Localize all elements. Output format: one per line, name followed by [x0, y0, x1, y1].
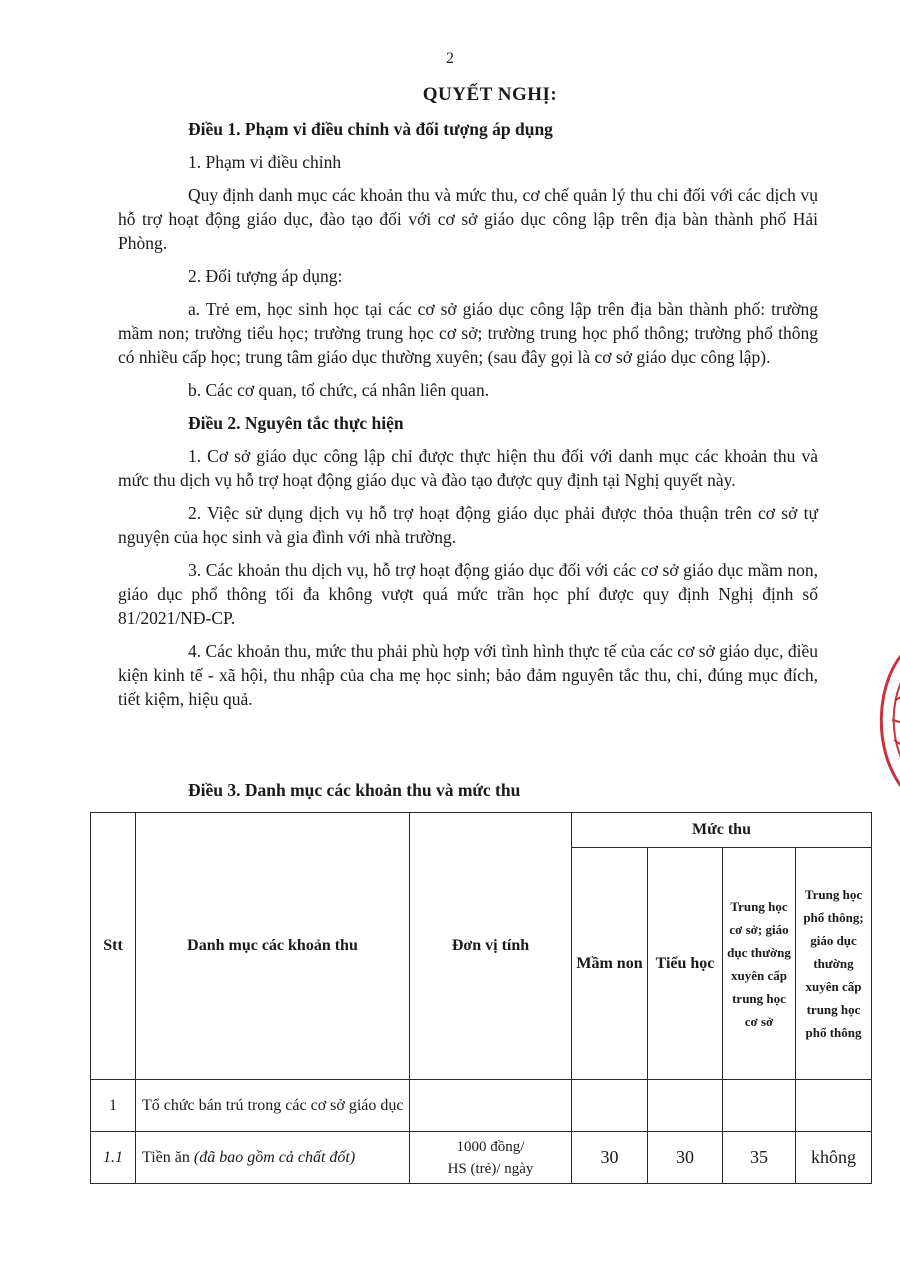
- row-preschool: [572, 1080, 648, 1132]
- article1-item2-a: a. Trẻ em, học sinh học tại các cơ sở giáo dục công lập trên địa bàn thành phố: trường mầm non; trường tiểu học; trường trung học cơ sở; trường trung học phổ thông; trường phổ thông có nhiều cấp học; trung tâm giáo dục thường xuyên; (sau đây gọi là cơ sở giáo dục công lập).: [118, 299, 818, 367]
- page-number: 2: [446, 50, 454, 67]
- row-stt: 1: [91, 1080, 136, 1132]
- table-row: [91, 1080, 872, 1132]
- article1-heading: Điều 1. Phạm vi điều chỉnh và đối tượng áp dụng: [188, 119, 553, 139]
- row-unit: [410, 1080, 572, 1132]
- row-lower-secondary: 35: [723, 1132, 796, 1184]
- header-preschool: Mầm non: [572, 848, 648, 1080]
- document-body: [118, 117, 818, 720]
- red-seal-stamp-icon: [866, 640, 900, 800]
- header-rate: Mức thu: [572, 813, 872, 848]
- row-unit: [410, 1132, 572, 1184]
- article2-item-4: 4. Các khoản thu, mức thu phải phù hợp với tình hình thực tế của các cơ sở giáo dục, điều kiện kinh tế - xã hội, thu nhập của cha mẹ học sinh; bảo đảm nguyên tắc thu, chi, đúng mục đích, tiết kiệm, hiệu quả.: [118, 641, 818, 709]
- article2-item-2: 2. Việc sử dụng dịch vụ hỗ trợ hoạt động giáo dục phải được thỏa thuận trên cơ sở tự nguyện của học sinh và gia đình với nhà trường.: [118, 503, 818, 547]
- row-unit-line2: HS (trẻ)/ ngày: [447, 1160, 534, 1177]
- article1-item2-label: 2. Đối tượng áp dụng:: [188, 266, 343, 286]
- row-stt: 1.1: [91, 1132, 136, 1184]
- header-item: Danh mục các khoản thu: [136, 813, 410, 1080]
- article3-heading: Điều 3. Danh mục các khoản thu và mức thu: [188, 780, 521, 800]
- header-stt: Stt: [91, 813, 136, 1080]
- article1-item2-b: b. Các cơ quan, tổ chức, cá nhân liên quan.: [188, 380, 490, 400]
- row-lower-secondary: [723, 1080, 796, 1132]
- row-item: Tổ chức bán trú trong các cơ sở giáo dục: [136, 1080, 410, 1132]
- row-unit-line1: 1000 đồng/: [456, 1138, 525, 1155]
- article2-heading: Điều 2. Nguyên tắc thực hiện: [188, 413, 404, 433]
- article1-item1-label: 1. Phạm vi điều chỉnh: [188, 152, 342, 172]
- header-upper-secondary: Trung học phổ thông; giáo dục thường xuyên cấp trung học phổ thông: [796, 848, 872, 1080]
- article2-item-1: 1. Cơ sở giáo dục công lập chỉ được thực hiện thu đối với danh mục các khoản thu và mức thu dịch vụ hỗ trợ hoạt động giáo dục và đào tạo được quy định tại Nghị quyết này.: [118, 446, 818, 490]
- header-lower-secondary: Trung học cơ sở; giáo dục thường xuyên cấp trung học cơ sở: [723, 848, 796, 1080]
- row-preschool: 30: [572, 1132, 648, 1184]
- row-primary: 30: [648, 1132, 723, 1184]
- header-unit: Đơn vị tính: [410, 813, 572, 1080]
- table-row: [91, 1132, 872, 1184]
- row-upper-secondary: [796, 1080, 872, 1132]
- row-item: [136, 1132, 410, 1184]
- row-upper-secondary: không: [796, 1132, 872, 1184]
- row-primary: [648, 1080, 723, 1132]
- article1-item1-text: Quy định danh mục các khoản thu và mức thu, cơ chế quản lý thu chi đối với các dịch vụ hỗ trợ hoạt động giáo dục, đào tạo đối với cơ sở giáo dục công lập trên địa bàn thành phố Hải Phòng.: [118, 185, 818, 253]
- header-primary: Tiểu học: [648, 848, 723, 1080]
- fee-table: [90, 812, 872, 1184]
- article2-item-3: 3. Các khoản thu dịch vụ, hỗ trợ hoạt động giáo dục đối với các cơ sở giáo dục mầm non, giáo dục phổ thông tối đa không vượt quá mức trần học phí được quy định Nghị định số 81/2021/NĐ-CP.: [118, 560, 818, 628]
- resolution-title: QUYẾT NGHỊ:: [422, 84, 558, 105]
- row-item-note: (đã bao gồm cả chất đốt): [193, 1148, 356, 1166]
- row-item-main: Tiền ăn: [142, 1148, 194, 1166]
